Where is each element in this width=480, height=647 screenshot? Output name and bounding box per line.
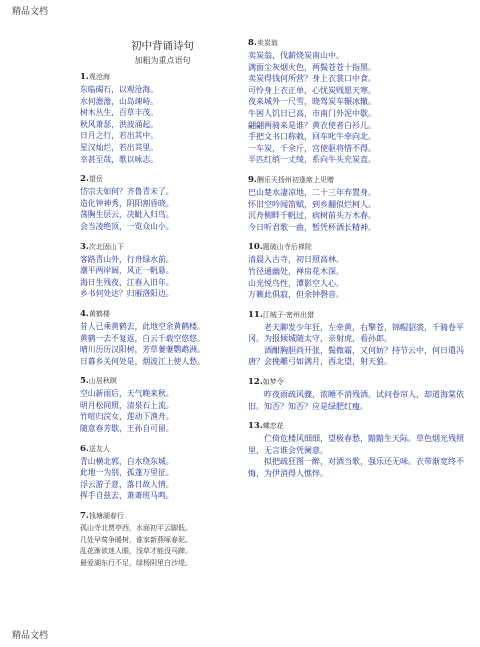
poem-title: [80, 242, 245, 252]
poem-title: [248, 310, 468, 320]
poem-line: 巴山楚水凄凉地，二十三年弃置身。: [248, 187, 376, 197]
poem-title: [248, 38, 468, 48]
poem-line: 几处早莺争暖树，谁家新燕啄春泥。: [80, 535, 192, 544]
poem-number: 11.: [248, 309, 263, 320]
document-title: 初中背诵诗句: [131, 40, 194, 52]
poem-line: 竹径通幽处，禅房花木深。: [248, 266, 344, 276]
poem: [248, 310, 468, 368]
poem: [248, 175, 468, 233]
poem: [248, 421, 468, 479]
poem-line: 海日生残夜，江春入旧年。: [80, 277, 174, 287]
poem-line: 浮云游子意，落日故人情。: [80, 479, 174, 489]
poem-line: 竹喧归浣女，莲动下渔舟。: [80, 412, 174, 422]
poem-number: 5.: [80, 376, 89, 387]
poem-line: 昔人已乘黄鹤去，此地空余黄鹤楼。: [80, 321, 205, 331]
poem-name: 次北固山下: [88, 242, 124, 251]
poem-line: 荡胸生层云，决眦入归鸟。: [80, 210, 174, 220]
poem-title: [248, 421, 468, 431]
poem-line: 满面尘灰烟火色，两鬓苍苍十指黑。: [248, 62, 376, 72]
poem-line: 乱花渐欲迷人眼，浅草才能没马蹄。: [80, 547, 192, 556]
poem-number: 7.: [80, 511, 89, 522]
poem-line: 晴川历历汉阳树，芳草萋萋鹦鹉洲。: [80, 345, 205, 355]
poem-number: 3.: [80, 241, 89, 252]
poem-number: 1.: [80, 72, 89, 82]
poem-name: 酬乐天扬州初逢席上见赠: [256, 175, 334, 184]
poem-line: 拟把疏狂图一醉，对酒当歌，强乐还无味。衣带渐宽终不悔，为伊消得人憔悴。: [248, 457, 464, 479]
poem-line: 怀旧空吟闻笛赋，到乡翻似烂柯人。: [248, 199, 376, 209]
poem-number: 13.: [248, 421, 263, 432]
document-subtitle: 加粗为重点语句: [134, 56, 191, 65]
poem-line: 山光悦鸟性，潭影空人心。: [248, 278, 344, 288]
poem: [80, 242, 245, 300]
left-column: [80, 38, 245, 578]
poem-number: 12.: [248, 377, 263, 388]
poem-line: 水何澹澹，山岛竦峙。: [80, 96, 158, 106]
poem-name: 送友人: [88, 444, 110, 453]
poem-line: 日月之行，若出其中。: [80, 131, 158, 141]
poem-name: 题破山寺后禅院: [262, 243, 312, 252]
poem-line: 乡书何处达？归雁洛阳边。: [80, 289, 174, 299]
poem-line: 夜来城外一尺雪，晓驾炭车辗冰辙。: [248, 97, 376, 107]
poem-line: 昨夜雨疏风骤，浓睡不消残酒。试问卷帘人，却道海棠依旧。知否？知否？应是绿肥红瘦。: [248, 390, 464, 411]
poem-number: 10.: [248, 242, 263, 253]
poem-line: 可怜身上衣正单，心忧炭贱愿天寒。: [248, 85, 376, 95]
poem-line: 岱宗夫如何？齐鲁青未了。: [80, 187, 174, 197]
poem: [248, 38, 468, 166]
page-footer: 精品文档: [12, 631, 49, 641]
left-poem-list: [80, 72, 245, 569]
poem: [248, 377, 468, 412]
poem-name: 山居秋暝: [88, 377, 117, 386]
poem-line: 树木丛生，百草丰茂。: [80, 108, 158, 118]
poem-title: [80, 309, 245, 319]
right-column: [248, 38, 468, 489]
poem-line: 伫倚危楼风细细，望极春愁，黯黯生天际。草色烟光残照里，无言谁会凭阑意。: [248, 434, 464, 455]
page-header: 精品文档: [12, 7, 49, 17]
poem-line: 造化钟神秀，阴阳割昏晓。: [80, 198, 174, 208]
poem-line: 明月松间照，清泉石上流。: [80, 400, 174, 410]
poem-name: 钱塘湖春行: [88, 512, 124, 521]
poem-line: 牛困人饥日已高，市南门外泥中歇。: [248, 108, 376, 118]
poem-line: 卖炭得钱何所营？身上衣裳口中食。: [248, 74, 376, 84]
poem-number: 8.: [248, 38, 257, 48]
poem-line: 今日听君歌一曲，暂凭杯酒长精神。: [248, 222, 376, 232]
poem-line: 潮平两岸阔，风正一帆悬。: [80, 266, 174, 276]
poem-name: 蝶恋花: [262, 422, 284, 431]
poem-line: 会当凌绝顶，一览众山小。: [80, 221, 174, 231]
poem-line: 酒酣胸胆尚开张，鬓微霜，又何妨？持节云中，何日遣冯唐？会挽雕弓如满月，西北望，射天狼。: [248, 345, 464, 367]
poem-name: 卖炭翁: [256, 39, 278, 47]
poem-name: 江城子·密州出猎: [262, 310, 315, 319]
poem: [80, 511, 245, 569]
poem-title: [80, 174, 245, 184]
poem-number: 4.: [80, 308, 89, 319]
poem-line: 青山横北郭，白水绕东城。: [80, 456, 174, 466]
poem-title: [80, 444, 245, 454]
poem-name: 观沧海: [88, 73, 110, 81]
poem-number: 6.: [80, 443, 89, 454]
poem-line: 客路青山外，行舟绿水前。: [80, 254, 174, 264]
poem-title: [248, 242, 468, 252]
poem: [80, 72, 245, 165]
poem: [248, 242, 468, 300]
poem-line: 挥手自兹去，萧萧班马鸣。: [80, 491, 174, 501]
poem-line: 空山新雨后，天气晚来秋。: [80, 389, 174, 399]
poem-line: 秋风萧瑟，洪波涌起。: [80, 119, 158, 129]
poem-title: [248, 377, 468, 387]
poem-line: 半匹红绡一丈绫，系向牛头充炭直。: [248, 155, 376, 165]
poem-name: 黄鹤楼: [88, 309, 110, 318]
poem-line: 东临碣石，以观沧海。: [80, 85, 158, 94]
poem-line: 老夫聊发少年狂，左牵黄，右擎苍，锦帽貂裘，千骑卷平冈。为报倾城随太守，亲射虎，看孙郎。: [248, 322, 464, 344]
poem-line: 幸甚至哉，歌以咏志。: [80, 154, 158, 164]
poem-line: 最爱湖东行不足，绿杨阴里白沙堤。: [80, 558, 192, 567]
poem-line: 卖炭翁，伐薪烧炭南山中。: [248, 51, 344, 60]
poem: [80, 444, 245, 502]
poem-line: 黄鹤一去不复返，白云千载空悠悠。: [80, 333, 205, 343]
poem-line: 星汉灿烂，若出其里。: [80, 142, 158, 152]
poem-line: 万籁此俱寂，但余钟磬音。: [248, 290, 344, 300]
poem-line: 日暮乡关何处是，烟波江上使人愁。: [80, 356, 205, 366]
poem-title: [248, 175, 468, 185]
poem-number: 2.: [80, 174, 89, 185]
poem-line: 清晨入古寺，初日照高林。: [248, 255, 344, 265]
poem-title: [80, 511, 245, 521]
poem-line: 此地一为别，孤蓬万里征。: [80, 468, 174, 478]
poem: [80, 309, 245, 367]
poem-line: 随意春芳歇，王孙自可留。: [80, 424, 174, 434]
poem-line: 孤山寺北贾亭西，水面初平云脚低。: [80, 524, 192, 533]
poem-name: 如梦令: [262, 378, 284, 387]
poem-title: [80, 72, 245, 82]
poem-line: 翩翩两骑来是谁？黄衣使者白衫儿。: [248, 120, 376, 130]
poem-line: 一车炭，千余斤，宫使驱将惜不得。: [248, 143, 376, 153]
poem: [80, 376, 245, 434]
poem-name: 望岳: [88, 175, 103, 184]
poem-line: 沉舟侧畔千帆过，病树前头万木春。: [248, 211, 376, 221]
poem-number: 9.: [248, 174, 257, 185]
poem: [80, 174, 245, 232]
poem-title: [80, 376, 245, 386]
poem-line: 手把文书口称敕，回车叱牛牵向北。: [248, 132, 376, 142]
right-poem-list: [248, 38, 468, 480]
